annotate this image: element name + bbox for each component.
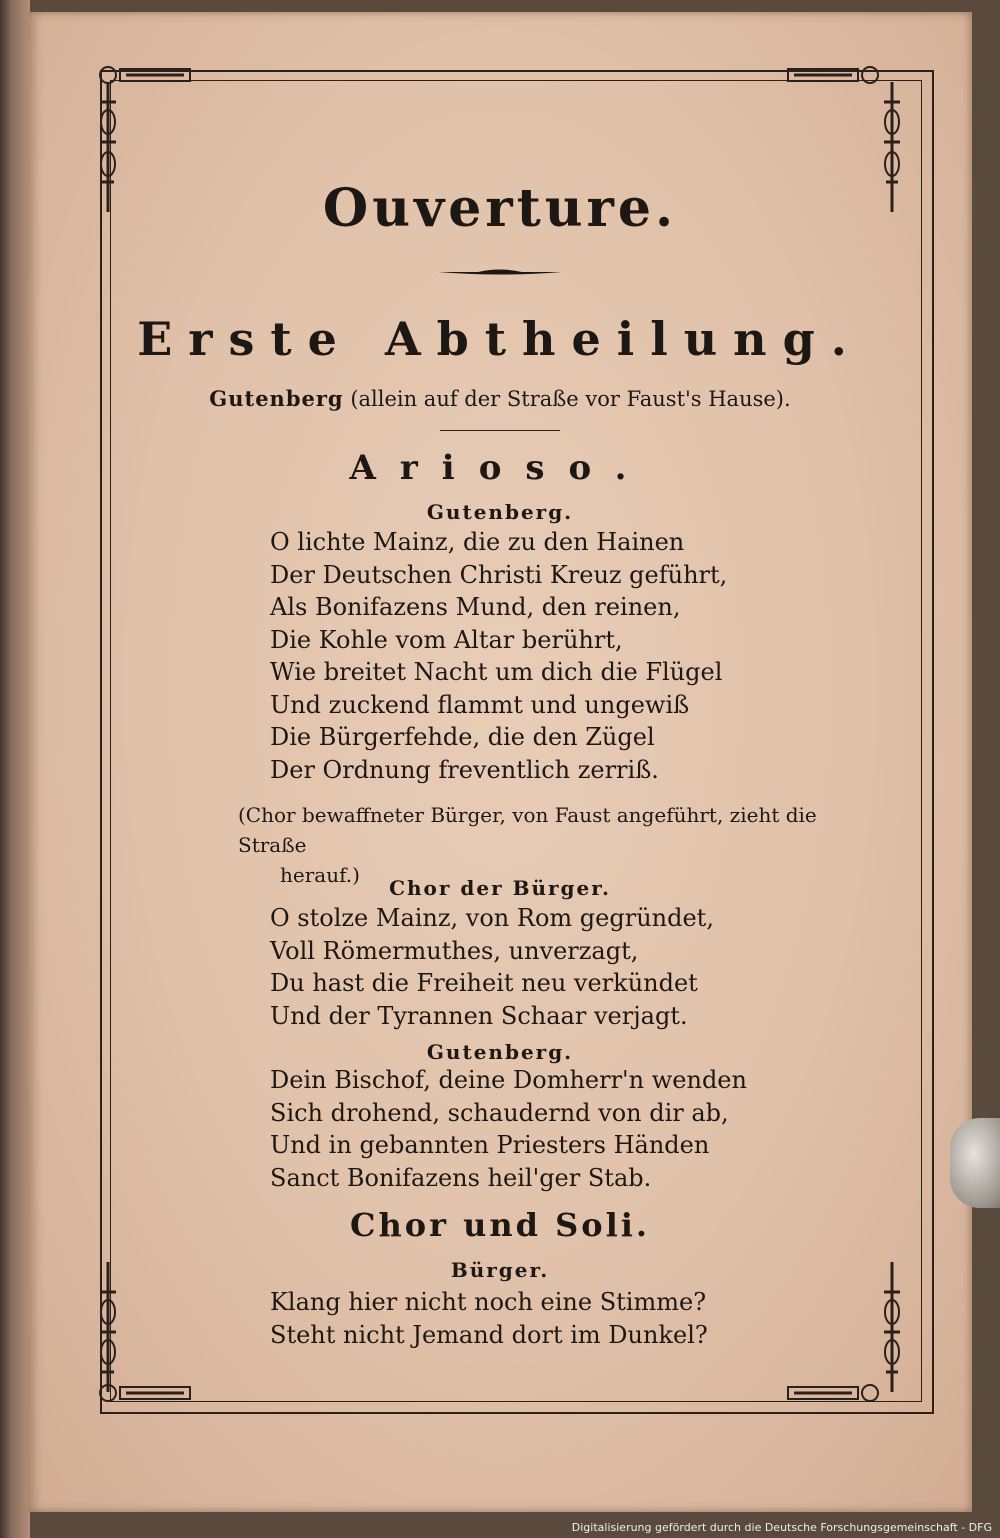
verse-line: O lichte Mainz, die zu den Hainen (270, 528, 685, 556)
title-divider (438, 268, 562, 276)
verse-line: Wie breitet Nacht um dich die Flügel (270, 658, 723, 686)
page-title: Ouverture. (322, 178, 678, 239)
speaker-gutenberg-2: Gutenberg. (426, 1040, 574, 1064)
page-clip (950, 1118, 1000, 1208)
verse-line: Und der Tyrannen Schaar verjagt. (270, 1001, 688, 1030)
verse-line: O stolze Mainz, von Rom gegründet, (270, 904, 714, 932)
verse-line: Voll Römermuthes, unverzagt, (270, 936, 639, 965)
verse-line: Klang hier nicht noch eine Stimme? (270, 1288, 707, 1316)
verse-line: Und zuckend flammt und ungewiß (270, 690, 690, 719)
digitization-footer: Digitalisierung gefördert durch die Deutsche Forschungsgemeinschaft - DFG (571, 1521, 992, 1534)
left-page-edge (0, 0, 30, 1538)
verse-line: Sich drohend, schaudernd von dir ab, (270, 1098, 729, 1127)
verse-block-1 (270, 526, 830, 786)
stage-direction-line-2: herauf.) (280, 863, 360, 887)
verse-line: Als Bonifazens Mund, den reinen, (270, 593, 681, 621)
verse-line: Du hast die Freiheit neu verkündet (270, 969, 698, 997)
verse-block-2 (270, 902, 830, 1032)
verse-line: Sanct Bonifazens heil'ger Stab. (270, 1163, 652, 1192)
verse-line: Und in gebannten Priesters Händen (270, 1131, 710, 1159)
verse-block-4 (270, 1286, 830, 1351)
stage-direction-line-1: (Chor bewaffneter Bürger, von Faust angeführt, zieht die Straße (238, 803, 817, 857)
short-divider (440, 430, 560, 431)
verse-line: Dein Bischof, deine Domherr'n wenden (270, 1066, 747, 1094)
intro-direction: (allein auf der Straße vor Faust's Hause). (350, 387, 791, 411)
speaker-gutenberg-1: Gutenberg. (426, 500, 574, 524)
section-heading: Erste Abtheilung. (137, 312, 863, 366)
verse-line: Die Bürgerfehde, die den Zügel (270, 723, 655, 751)
verse-line: Der Ordnung freventlich zerriß. (270, 755, 659, 784)
chor-und-soli-heading: Chor und Soli. (349, 1206, 651, 1244)
page-content (100, 0, 900, 1538)
speaker-chor-der-buerger: Chor der Bürger. (389, 876, 611, 900)
intro-speaker: Gutenberg (209, 386, 344, 411)
verse-line: Der Deutschen Christi Kreuz geführt, (270, 560, 728, 589)
verse-line: Steht nicht Jemand dort im Dunkel? (270, 1320, 708, 1349)
arioso-heading: Arioso. (349, 448, 651, 488)
intro-stage-direction (100, 386, 900, 411)
verse-block-3 (270, 1064, 830, 1194)
speaker-buerger: Bürger. (450, 1258, 550, 1282)
verse-line: Die Kohle vom Altar berührt, (270, 625, 623, 654)
